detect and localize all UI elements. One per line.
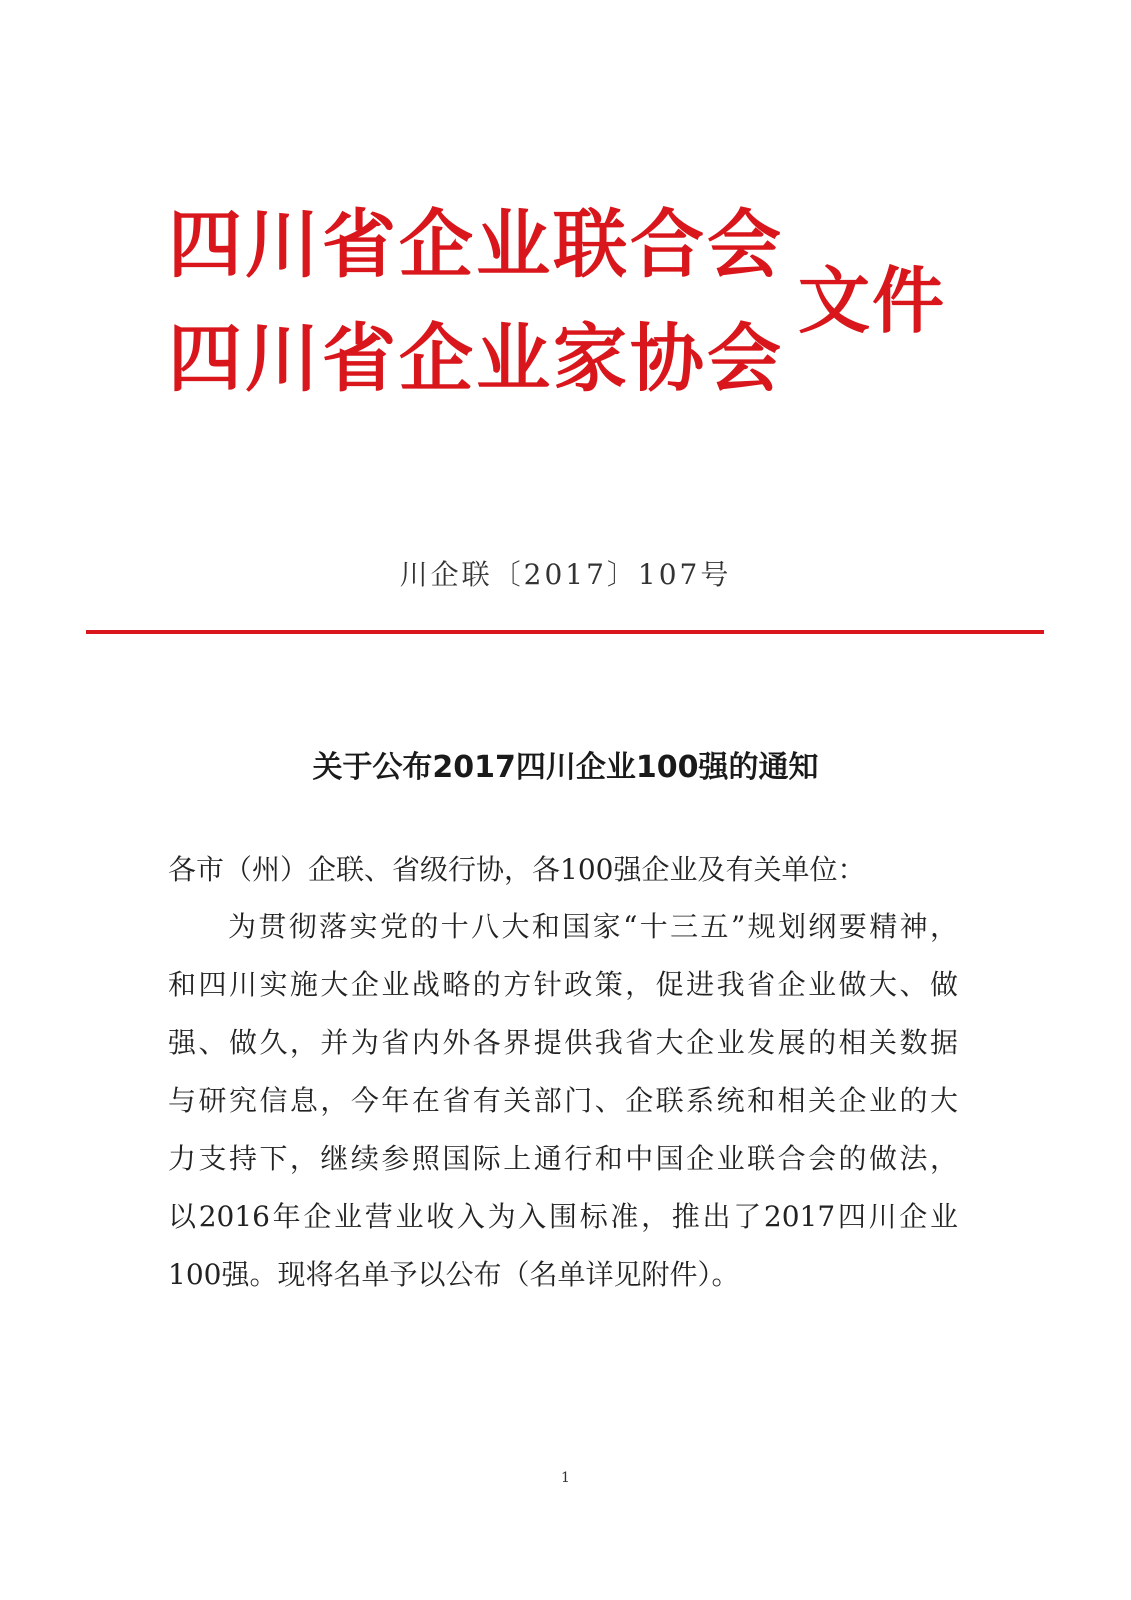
document-number: 川企联〔2017〕107号: [399, 558, 732, 591]
page-number: 1: [561, 1470, 570, 1486]
body-line: 强、做久，并为省内外各界提供我省大企业发展的相关数据: [168, 1026, 958, 1059]
red-divider-line: [86, 630, 1044, 634]
salutation: 各市（州）企联、省级行协，各100强企业及有关单位：: [168, 853, 866, 886]
body-line: 以2016年企业营业收入为入围标准，推出了2017四川企业: [168, 1200, 958, 1233]
body-line: 力支持下，继续参照国际上通行和中国企业联合会的做法，: [168, 1142, 958, 1175]
body-line: 100强。现将名单予以公布（名单详见附件）。: [168, 1258, 740, 1291]
body-line: 为贯彻落实党的十八大和国家“十三五”规划纲要精神，: [228, 910, 958, 943]
document-type-label: 文件: [798, 259, 947, 343]
body-line: 和四川实施大企业战略的方针政策，促进我省企业做大、做: [168, 968, 958, 1001]
issuer-name-line-1: 四川省企业联合会: [168, 202, 784, 288]
body-line: 与研究信息，今年在省有关部门、企联系统和相关企业的大: [168, 1084, 958, 1117]
notice-title: 关于公布2017四川企业100强的通知: [312, 750, 819, 785]
issuer-name-line-2: 四川省企业家协会: [168, 316, 784, 402]
